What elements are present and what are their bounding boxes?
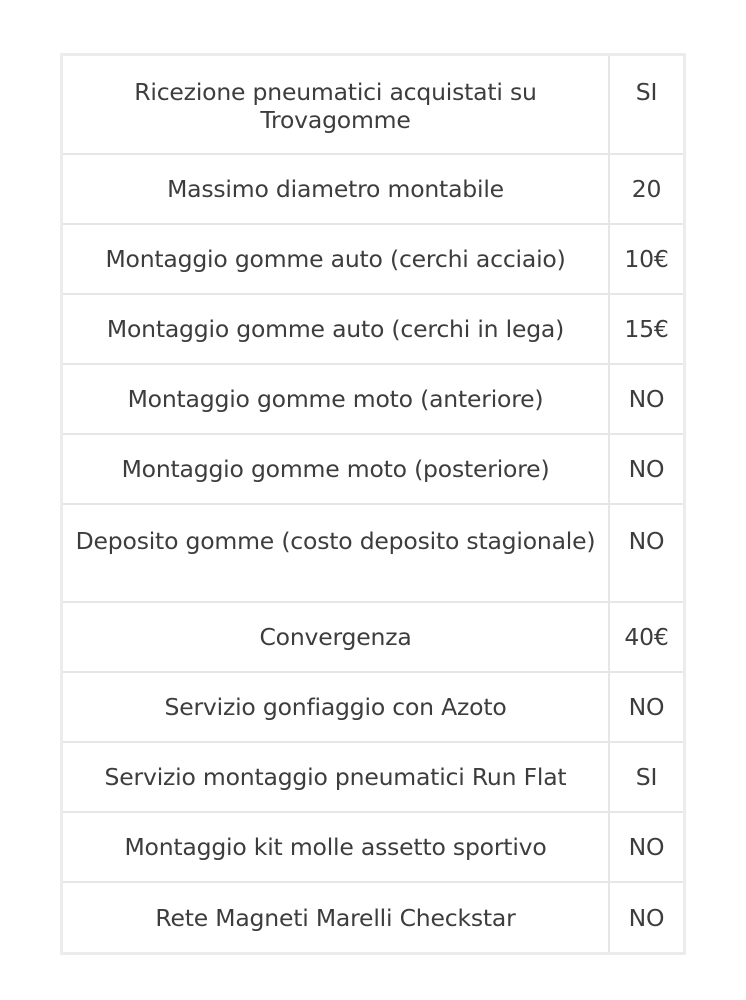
table-row: [63, 224, 683, 294]
service-label: Ricezione pneumatici acquistati su Trovagomme: [63, 56, 609, 154]
service-label: Deposito gomme (costo deposito stagionale): [63, 504, 609, 602]
service-value: NO: [609, 364, 683, 434]
service-label: Montaggio gomme moto (anteriore): [63, 364, 609, 434]
table-row: [63, 294, 683, 364]
table-row: [63, 504, 683, 602]
service-value: 15€: [609, 294, 683, 364]
table-row: [63, 434, 683, 504]
service-value: 40€: [609, 602, 683, 672]
table-row: [63, 56, 683, 154]
table-row: [63, 602, 683, 672]
service-label: Convergenza: [63, 602, 609, 672]
service-value: NO: [609, 812, 683, 882]
service-value: NO: [609, 882, 683, 952]
services-table: [63, 56, 683, 952]
service-value: 20: [609, 154, 683, 224]
table-row: [63, 742, 683, 812]
service-label: Massimo diametro montabile: [63, 154, 609, 224]
service-label: Montaggio kit molle assetto sportivo: [63, 812, 609, 882]
table-row: [63, 672, 683, 742]
service-value: NO: [609, 434, 683, 504]
service-label: Montaggio gomme auto (cerchi acciaio): [63, 224, 609, 294]
table-row: [63, 812, 683, 882]
services-table-container: [60, 53, 686, 955]
service-value: SI: [609, 742, 683, 812]
service-value: 10€: [609, 224, 683, 294]
service-label: Rete Magneti Marelli Checkstar: [63, 882, 609, 952]
service-value: NO: [609, 504, 683, 602]
service-label: Servizio montaggio pneumatici Run Flat: [63, 742, 609, 812]
service-label: Montaggio gomme auto (cerchi in lega): [63, 294, 609, 364]
service-value: NO: [609, 672, 683, 742]
table-row: [63, 882, 683, 952]
service-label: Servizio gonfiaggio con Azoto: [63, 672, 609, 742]
table-row: [63, 364, 683, 434]
table-row: [63, 154, 683, 224]
service-value: SI: [609, 56, 683, 154]
service-label: Montaggio gomme moto (posteriore): [63, 434, 609, 504]
